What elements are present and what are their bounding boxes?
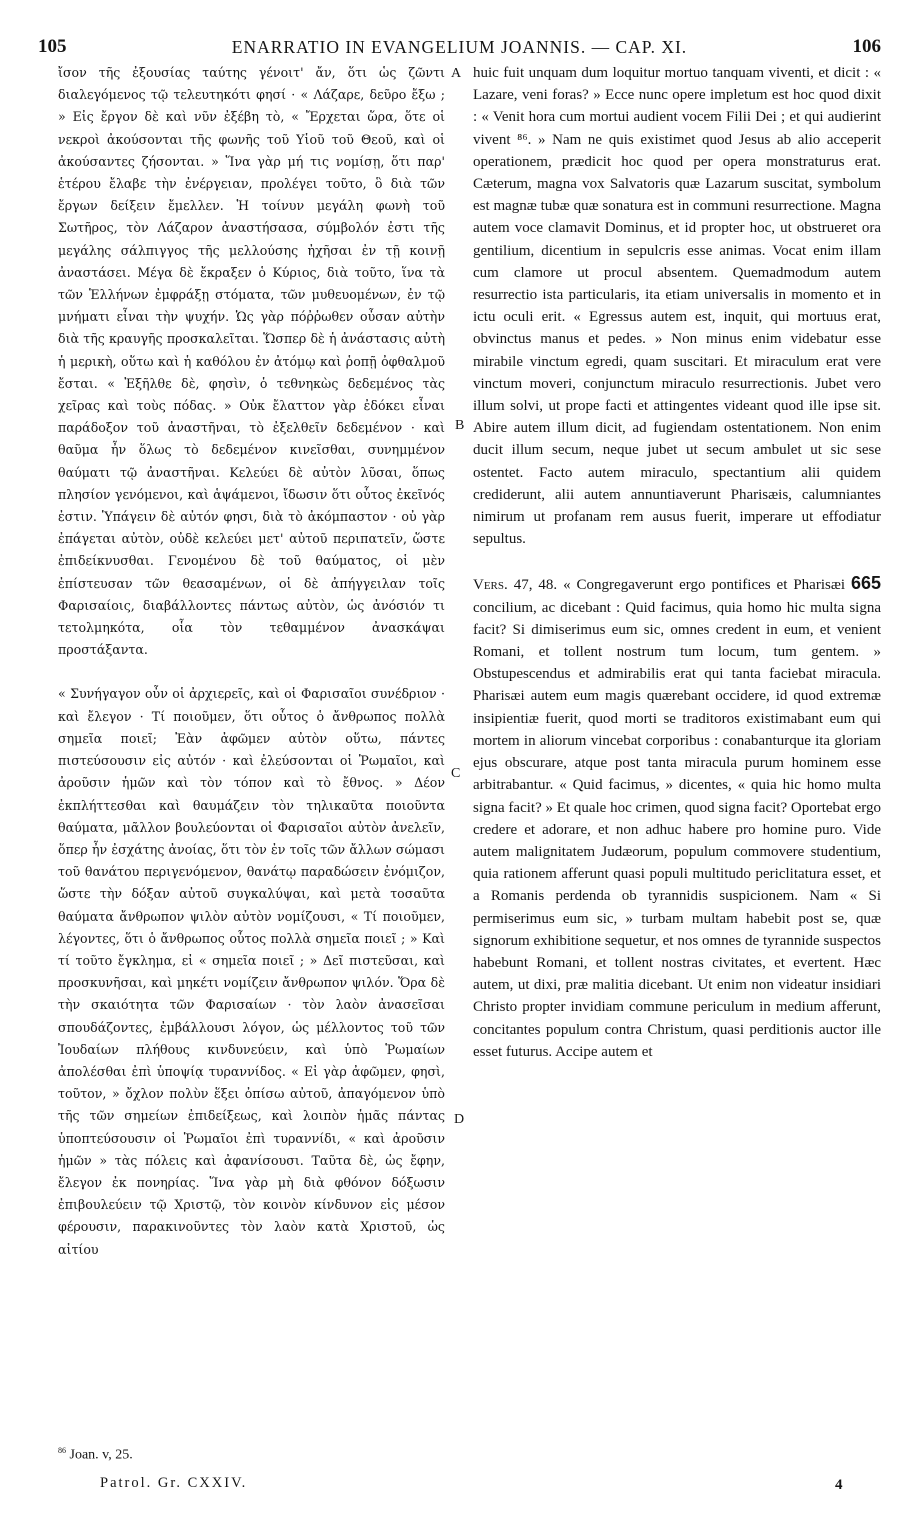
greek-column xyxy=(58,62,445,1261)
greek-paragraph-1: ἴσον τῆς ἐξουσίας ταύτης γένοιτ' ἄν, ὅτι ὡς ζῶντι διαλεγόμενος τῷ τελευτηκότι φησί · « Λάζαρε, δεῦρο ἔξω ; » Εἰς ἔργον δὲ καὶ νῦν ἐξέβη τὸ, « Ἔρχεται ὥρα, ὅτε οἱ νεκροὶ ἀκούσονται τῆς φωνῆς τοῦ Υἱοῦ τοῦ Θεοῦ, καὶ οἱ ἀκούσαντες ζήσονται. » Ἵνα γὰρ μή τις νομίσῃ, ὅτι παρ' ἑτέρου ἔλαβε τὴν ἐνέργειαν, προλέγει τοῦτο, ὃ διὰ τῶν ἔργων δείξειν ἔμελλεν. Ἡ τοίνυν μεγάλη φωνὴ τοῦ Σωτῆρος, τὸν Λάζαρον ἀναστήσασα, σύμβολόν ἐστι τῆς μεγάλης σάλπιγγος τῆς μελλούσης ἠχῆσαι ἐν τῇ κοινῇ ἀναστάσει. Μέγα δὲ ἔκραξεν ὁ Κύριος, διὰ τοῦτο, ἵνα τὰ τῶν Ἑλλήνων ἐμφράξῃ στόματα, τῶν μυθευομένων, ἐν τῷ μνήματι εἶναι τὴν ψυχήν. Ὡς γὰρ πόῤῥωθεν οὖσαν αὐτὴν διὰ τῆς κραυγῆς προσκαλεῖται. Ὥσπερ δὲ ἡ ἀνάστασις αὐτὴ ἡ μερικὴ, οὕτω καὶ ἡ καθόλου ἐν ἀτόμῳ καὶ ῥοπῇ ὀφθαλμοῦ ἔσται. « Ἐξῆλθε δὲ, φησὶν, ὁ τεθνηκὼς δεδεμένος τὰς χεῖρας καὶ τοὺς πόδας. » Οὐκ ἔλαττον γὰρ ἐδόκει εἶναι παράδοξον τοῦ ἀναστῆναι, τὸ ἐξελθεῖν δεδεμένον · καὶ θαῦμα ἦν ὅλως τὸ δεδεμένον κινεῖσθαι, συνημμένον θαύματι τῷ ἀναστῆναι. Κελεύει δὲ αὐτὸν λῦσαι, ὅπως πλησίον γενόμενοι, καὶ ἁψάμενοι, ἴδωσιν ὅτι οὗτος ἐκεῖνός ἐστιν. Ὑπάγειν δὲ αὐτόν φησι, διὰ τὸ ἀκόμπαστον · οὐ γὰρ ἐπάγεται αὐτὸν, οὐδὲ κελεύει μετ' αὐτοῦ περιπατεῖν, ὥστε ἐπιδείκνυσθαι. Γενομένου δὲ τοῦ θαύματος, οἱ μὲν ἐπίστευσαν τῶν θεασαμένων, οἱ δὲ ἀπήγγειλαν τοῖς Φαρισαίοις, διαβάλλοντες πάντως αὐτὸν, ὡς ἀνόσιόν τι τετολμηκότα, οἷα τὸν τεθαμμένον ἀνασκάψαι προστάξαντα. xyxy=(58,65,445,658)
section-marker-b: B xyxy=(455,418,465,433)
latin-paragraph-2-rest: concilium, ac dicebant : Quid facimus, quia homo hic multa signa facit? Si dimiserimus eum sic, omnes credent in eum, et venient Romani, et tollent nostrum tum locum, tum gentem. » Obstupescendus et admirabilis erat qui tanta faciebat miracula. Pharisæi autem eum magis quærebant occidere, id quod extremæ insipientiæ fuerit, quod morti se traditoros existimabant eum qui mortem in aliorum vincebat corporibus : conabanturque ita gloriam ejus obscurare, atque post tanta miracula purum hominem esse arbitrabantur. « Quid facimus, » dicentes, « quia hic homo multa signa facit? » Et quale hoc crimen, quod signa facit? Oportebat ergo credere et adorare, et non adhuc habere pro homine puro. Vide autem malignitatem Judæorum, populum commovere studentium, quia rationem afferunt quasi populi multitudo periclitatura esset, et a Romanis perdenda ob tyrannidis suspicionem. Nam « Si permiserimus eum sic, » turbam multam habebit post se, quæ signorum exhibitione sequetur, et nos omnes de tyrannide suspectos habebunt Romani, et tollent nostras civitates, et evertent. Hæc autem, ut dixi, præ malitia dicebant. Ut enim non videatur insidiari Christo propter invidiam commune periculum in medium afferunt, concitantes populum contra Christum, quasi perditionis auctor ille esset futurus. Accipe autem et xyxy=(473,599,881,1060)
footnote-text: Joan. v, 25. xyxy=(69,1447,133,1463)
signature-number: 4 xyxy=(835,1477,843,1493)
footnote-mark: 86 xyxy=(58,1446,66,1455)
latin-column xyxy=(473,62,881,1063)
page-number-left: 105 xyxy=(38,36,67,57)
latin-paragraph-1: huic fuit unquam dum loquitur mortuo tanquam viventi, et dicit : « Lazare, veni foras? » Ecce nunc opere impletum est hoc quod dixit : « Venit hora cum mortui audient vocem Filii Dei ; et qui audierint vivent ⁸⁶. » Nam ne quis existimet quod Jesus ab alio acceperit operationem, prædicit hoc quod per opera monstraturus erat. Cæterum, magna vox Salvatoris quæ Lazarum suscitat, symbolum est magnæ tubæ quæ sonatura est in communi resurrectione. Magna autem voce clamavit Dominus, et id propter hoc, ut obstrueret ora gentilium, dicentium in sepulcris esse animas. Vocat enim illam cum clamore ut procul absentem. Quemadmodum autem resurrectio ista particularis, ita etiam universalis in momento et in ictu oculi erit. « Egressus autem est, inquit, qui mortuus erat, obvinctus manus et pedes. » Non minus enim videbatur esse mirabile vinctum egredi, quam suscitari. Et miraculum erat vere vinctum moveri, conjunctum miraculo resurrectionis. Jubet vero illum solvi, ut prope facti et attingentes videant quod ille ipse sit. Abire autem illum dicit, ad fugiendam ostentationem. Non enim ducit illum secum, neque jubet ut secum ambulet ut sic sese ostentet. Facto autem miraculo, spectantium alii quidem crediderunt, alii autem annuntiaverunt Pharisæis, calumniantes nimirum ut profanam rem ausus fuerit, imperare ut effodiatur sepultus. xyxy=(473,65,881,548)
section-marker-a: A xyxy=(451,66,462,81)
running-header xyxy=(38,36,881,62)
running-title: ENARRATIO IN EVANGELIUM JOANNIS. — CAP. XI. xyxy=(231,37,688,57)
series-signature: Patrol. Gr. CXXIV. xyxy=(100,1475,248,1491)
column-number: 665 xyxy=(850,573,882,594)
footnote xyxy=(58,1446,133,1464)
greek-paragraph-2: « Συνήγαγον οὖν οἱ ἀρχιερεῖς, καὶ οἱ Φαρισαῖοι συνέδριον · καὶ ἔλεγον · Τί ποιοῦμεν, ὅτι οὗτος ὁ ἄνθρωπος πολλὰ σημεῖα ποιεῖ; Ἐὰν ἀφῶμεν αὐτὸν οὕτω, πάντες πιστεύσουσιν εἰς αὐτόν · καὶ ἐλεύσονται οἱ Ῥωμαῖοι, καὶ ἀροῦσιν ἡμῶν καὶ τὸν τόπον καὶ τὸ ἔθνος. » Δέον ἐκπλήττεσθαι καὶ θαυμάζειν τὸν τηλικαῦτα ποιοῦντα θαύματα, μᾶλλον βουλεύονται οἱ Φαρισαῖοι αὐτὸν ἀνελεῖν, ὅπερ ἦν ἐσχάτης ἀνοίας, ὅτι τὸν ἐν τοῖς τῶν ἄλλων σώμασι τοῦ θανάτου περιγενόμενον, θανάτῳ παραδώσειν ἐνόμιζον, ὥστε τὴν δόξαν αὐτοῦ συγκαλύψαι, καὶ μετὰ τοσαῦτα θαύματα ἄνθρωπον ψιλὸν αὐτὸν νομίζουσι, « Τί ποιοῦμεν, λέγοντες, ὅτι ὁ ἄνθρωπος οὗτος πολλὰ σημεῖα ποιεῖ ; » Καὶ τί τοῦτο ἔγκλημα, εἰ « σημεῖα ποιεῖ ; » Δεῖ πιστεῦσαι, καὶ προσκυνῆσαι, καὶ μηκέτι νομίζειν ἄνθρωπον ψιλόν. Ὅρα δὲ τὴν σκαιότητα τῶν Φαρισαίων · τὸν λαὸν ἀνασεῖσαι σπουδάζοντες, ἐμβάλλουσι λόγον, ὡς μέλλοντος τοῦ τῶν Ἰουδαίων πλήθους κινδυνεύειν, καὶ ὑπὸ Ῥωμαίων ἀπολέσθαι ἐπὶ ὑποψίᾳ τυραννίδος. « Εἰ γὰρ ἀφῶμεν, φησὶ, τοῦτον, » ὄχλον πολὺν ἕξει ὀπίσω αὐτοῦ, ἀπαγόμενον ὑπὸ τῆς τῶν σημείων ἐπιδείξεως, καὶ λοιπὸν ἡμᾶς πάντας ὑποπτεύσουσιν οἱ Ῥωμαῖοι ἐπὶ τυραννίδι, « καὶ ἀροῦσιν ἡμῶν » τὰς πόλεις καὶ ἀφανίσουσι. Ταῦτα δὲ, ὡς ἔφην, ἔλεγον ἐκ πονηρίας. Ἵνα γὰρ μὴ διὰ φθόνον δόξωσιν ἐπιβουλεύειν τῷ Χριστῷ, τὸν κοινὸν κίνδυνον εἰς μέσον φέρουσιν, παρακινοῦντες τὸν λαὸν κατὰ Χριστοῦ, ὡς αἰτίου xyxy=(58,686,445,1257)
section-marker-d: D xyxy=(454,1112,465,1127)
page-number-right: 106 xyxy=(852,36,881,57)
verse-reference: Vers. 47, 48. xyxy=(473,577,558,594)
section-marker-c: C xyxy=(451,766,461,781)
latin-paragraph-2 xyxy=(473,572,881,1062)
latin-paragraph-2-start: « Congregaverunt ergo pontifices et Pharisæi xyxy=(563,577,846,594)
